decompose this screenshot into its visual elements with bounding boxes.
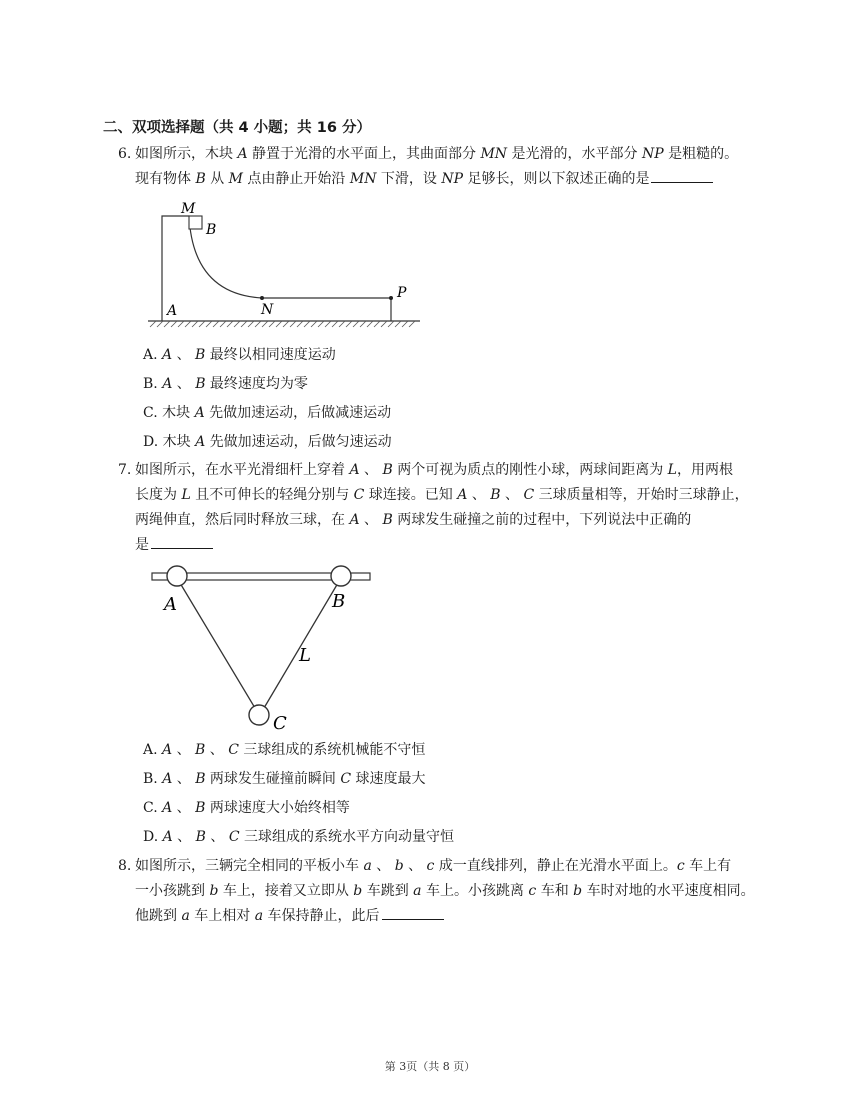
option-a[interactable]: A. 𝐴 、 𝐵 最终以相同速度运动 [143, 347, 336, 363]
answer-blank[interactable] [151, 533, 213, 549]
question-text: 长度为 𝐿 且不可伸长的轻绳分别与 𝐶 球连接。已知 𝐴 、 𝐵 、 𝐶 三球质量相等，开始时三球静止， [135, 487, 749, 503]
question-7 [118, 458, 749, 558]
answer-blank[interactable] [651, 167, 713, 183]
question-number: 7. [118, 462, 132, 478]
block-slope-figure [145, 196, 435, 336]
three-ball-figure [148, 563, 388, 733]
label-b: B [206, 222, 217, 238]
ball-c [249, 705, 269, 725]
option-d[interactable]: D. 𝐴 、 𝐵 、 𝐶 三球组成的系统水平方向动量守恒 [143, 829, 454, 845]
label-b: B [332, 591, 346, 612]
label-a: A [167, 303, 178, 319]
question-text: 如图所示，三辆完全相同的平板小车 𝑎 、 𝑏 、 𝑐 成一直线排列，静止在光滑水平面上。𝑐 车上有 [135, 858, 732, 874]
question-text: 一小孩跳到 𝑏 车上，接着又立即从 𝑏 车跳到 𝑎 车上。小孩跳离 𝑐 车和 𝑏 车时对地的水平速度相同。 [135, 883, 755, 899]
label-m: M [181, 201, 196, 217]
option-b[interactable]: B. 𝐴 、 𝐵 最终速度均为零 [143, 376, 308, 392]
q6-options [143, 341, 392, 457]
section-title: 二、双项选择题（共 4 小题；共 16 分） [103, 120, 371, 136]
q7-options [143, 736, 454, 852]
label-p: P [397, 285, 407, 301]
question-text: 是 [135, 537, 149, 553]
option-c[interactable]: C. 𝐴 、 𝐵 两球速度大小始终相等 [143, 800, 350, 816]
option-b[interactable]: B. 𝐴 、 𝐵 两球发生碰撞前瞬间 𝐶 球速度最大 [143, 771, 426, 787]
question-text: 如图所示，木块 𝐴 静置于光滑的水平面上，其曲面部分 𝑀𝑁 是光滑的，水平部分 𝑁𝑃 是粗糙的。 [135, 146, 739, 162]
object-b [189, 216, 202, 229]
label-n: N [261, 302, 274, 318]
question-text: 他跳到 𝑎 车上相对 𝑎 车保持静止，此后 [135, 908, 380, 924]
question-8 [118, 854, 755, 929]
ball-b [331, 566, 351, 586]
block-a-outline [162, 216, 391, 321]
question-number: 6. [118, 146, 132, 162]
option-c[interactable]: C. 木块 𝐴 先做加速运动，后做减速运动 [143, 405, 392, 421]
ball-a [167, 566, 187, 586]
question-6 [118, 142, 738, 192]
answer-blank[interactable] [382, 904, 444, 920]
page-footer: 第 3页（共 8 页） [384, 1060, 476, 1073]
question-text: 两绳伸直，然后同时释放三球，在 𝐴 、 𝐵 两球发生碰撞之前的过程中，下列说法中正确的 [135, 512, 692, 528]
label-l: L [299, 645, 311, 666]
label-c: C [273, 713, 287, 734]
question-text: 现有物体 𝐵 从 𝑀 点由静止开始沿 𝑀𝑁 下滑，设 𝑁𝑃 足够长，则以下叙述正确的是 [135, 171, 650, 187]
question-text: 如图所示，在水平光滑细杆上穿着 𝐴 、 𝐵 两个可视为质点的刚性小球，两球间距离为 𝐿，用两根 [135, 462, 733, 478]
option-a[interactable]: A. 𝐴 、 𝐵 、 𝐶 三球组成的系统机械能不守恒 [143, 742, 426, 758]
label-a: A [164, 594, 177, 615]
question-number: 8. [118, 858, 132, 874]
option-d[interactable]: D. 木块 𝐴 先做加速运动，后做匀速运动 [143, 434, 392, 450]
